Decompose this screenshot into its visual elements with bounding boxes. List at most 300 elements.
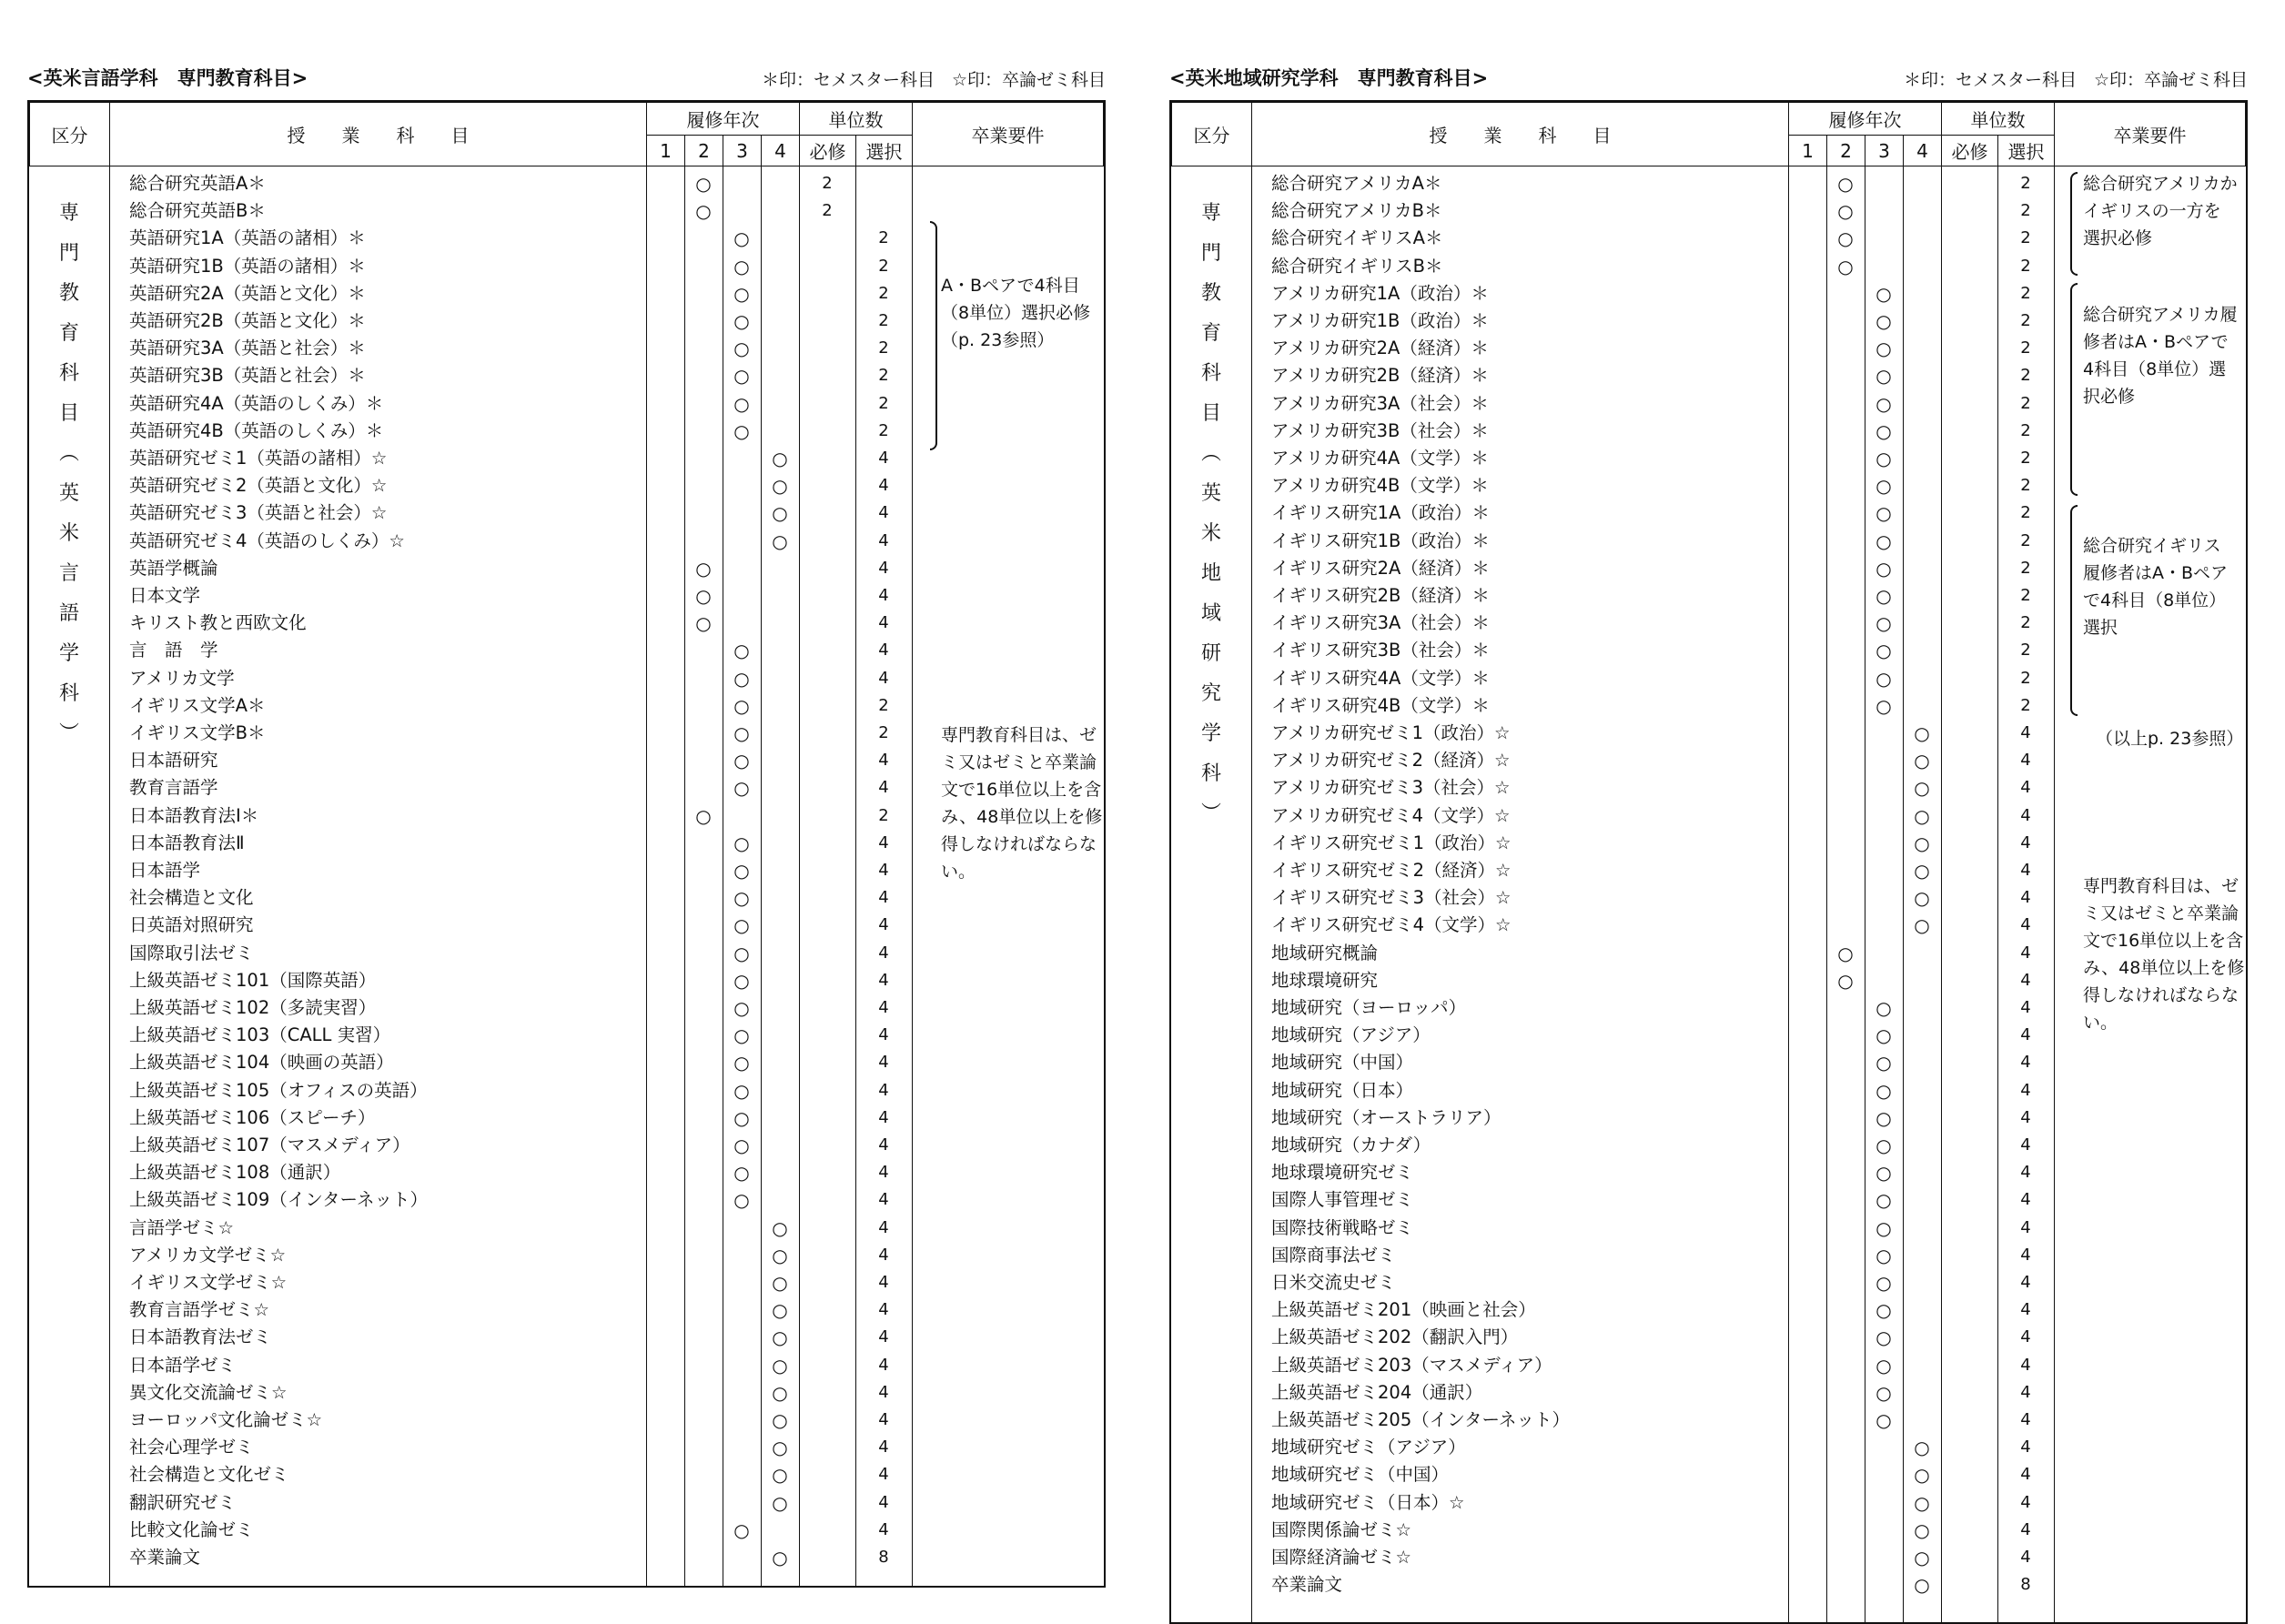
course-name: 教育言語学 bbox=[129, 777, 218, 799]
year-mark: ○ bbox=[733, 1052, 750, 1074]
elective-credit: 2 bbox=[2020, 393, 2031, 413]
course-name: アメリカ研究3B（社会）＊ bbox=[1271, 419, 1489, 441]
year-mark: ○ bbox=[733, 942, 750, 964]
kubun-char: 学 bbox=[58, 642, 79, 665]
course-name: 日本語学 bbox=[129, 860, 201, 881]
table-row bbox=[1171, 1489, 2246, 1517]
year-mark: ○ bbox=[695, 557, 712, 580]
course-name: 国際商事法ゼミ bbox=[1271, 1244, 1396, 1266]
course-name: 社会構造と文化 bbox=[129, 887, 254, 909]
elective-credit: 2 bbox=[878, 393, 889, 413]
course-name: 卒業論文 bbox=[1271, 1574, 1343, 1596]
year-mark: ○ bbox=[733, 282, 750, 305]
course-name: 国際経済論ゼミ☆ bbox=[1271, 1547, 1411, 1568]
course-name: 総合研究アメリカB＊ bbox=[1271, 200, 1442, 222]
course-name: 総合研究イギリスB＊ bbox=[1271, 255, 1443, 277]
table-row bbox=[29, 253, 1104, 280]
course-name: 総合研究英語A＊ bbox=[129, 173, 266, 194]
year-2-header: 2 bbox=[685, 136, 723, 166]
course-name: アメリカ研究4A（文学）＊ bbox=[1271, 448, 1489, 469]
year-mark: ○ bbox=[1876, 1272, 1892, 1294]
kubun-char: 専 bbox=[1200, 202, 1221, 225]
course-name: 上級英語ゼミ203（マスメディア） bbox=[1271, 1354, 1552, 1376]
year-mark: ○ bbox=[733, 640, 750, 662]
table-row bbox=[1171, 994, 2246, 1022]
year-mark: ○ bbox=[1876, 1354, 1892, 1377]
elective-credit: 4 bbox=[878, 476, 889, 496]
course-name: 言 語 学 bbox=[129, 640, 218, 661]
right-note-ref: （以上p. 23参照） bbox=[2096, 729, 2244, 749]
course-name: 上級英語ゼミ107（マスメディア） bbox=[129, 1135, 410, 1155]
elective-credit: 2 bbox=[878, 311, 889, 330]
right-department-panel bbox=[1169, 64, 2248, 1624]
elective-credit: 4 bbox=[2020, 1025, 2031, 1045]
year-3-header: 3 bbox=[1865, 136, 1904, 166]
year-3-header: 3 bbox=[723, 136, 762, 166]
right-note-sogo: 総合研究アメリカかイギリスの一方を選択必修 bbox=[2083, 174, 2238, 248]
year-mark: ○ bbox=[1876, 1189, 1892, 1212]
course-name: 日米交流史ゼミ bbox=[1271, 1272, 1396, 1293]
kubun-char: 言 bbox=[58, 562, 79, 585]
year-mark: ○ bbox=[695, 585, 712, 607]
year-mark: ○ bbox=[1876, 694, 1892, 717]
elective-credit: 2 bbox=[2020, 283, 2031, 303]
course-name: イギリス研究2A（経済）＊ bbox=[1271, 557, 1490, 579]
year-mark: ○ bbox=[1876, 585, 1892, 607]
table-row bbox=[1171, 1186, 2246, 1214]
course-name: アメリカ研究1B（政治）＊ bbox=[1271, 310, 1489, 331]
table-row bbox=[1171, 637, 2246, 664]
kubun-char: 英 bbox=[58, 482, 79, 505]
elective-credit: 4 bbox=[878, 1327, 889, 1347]
elective-credit: 4 bbox=[878, 1355, 889, 1375]
table-row bbox=[1171, 280, 2246, 308]
kubun-char: 科 bbox=[58, 362, 79, 385]
year-mark: ○ bbox=[1876, 1162, 1892, 1185]
table-row bbox=[1171, 747, 2246, 774]
course-name: アメリカ研究ゼミ2（経済）☆ bbox=[1271, 750, 1511, 772]
year-mark: ○ bbox=[695, 804, 712, 827]
year-mark: ○ bbox=[1914, 914, 1930, 937]
year-mark: ○ bbox=[733, 338, 750, 360]
table-row bbox=[1171, 774, 2246, 802]
course-name: 地域研究ゼミ（中国） bbox=[1271, 1464, 1450, 1486]
course-name: 日本語教育法Ⅰ＊ bbox=[129, 804, 259, 826]
year-mark: ○ bbox=[733, 722, 750, 744]
table-row bbox=[29, 1489, 1104, 1517]
year-mark: ○ bbox=[1837, 255, 1854, 277]
elective-credit: 4 bbox=[878, 888, 889, 908]
elective-credit: 4 bbox=[878, 1053, 889, 1073]
course-name: 日本語研究 bbox=[129, 750, 218, 772]
course-name: イギリス研究4B（文学）＊ bbox=[1271, 694, 1490, 716]
year-mark: ○ bbox=[1876, 419, 1892, 442]
year-mark: ○ bbox=[733, 255, 750, 277]
table-row bbox=[1171, 390, 2246, 418]
kubun-char: 学 bbox=[1200, 722, 1221, 745]
course-name: 地域研究（アジア） bbox=[1271, 1024, 1431, 1046]
year-mark: ○ bbox=[1876, 1135, 1892, 1156]
table-row bbox=[29, 1077, 1104, 1105]
table-row bbox=[1171, 528, 2246, 555]
year-mark: ○ bbox=[733, 694, 750, 717]
table-row bbox=[29, 1269, 1104, 1296]
elective-credit: 4 bbox=[2020, 1410, 2031, 1429]
kubun-char: 育 bbox=[1200, 322, 1221, 345]
elective-credit: 4 bbox=[878, 641, 889, 661]
year-mark: ○ bbox=[1876, 282, 1892, 305]
course-name: アメリカ研究ゼミ3（社会）☆ bbox=[1271, 777, 1511, 799]
table-row bbox=[29, 225, 1104, 252]
year-mark: ○ bbox=[772, 1299, 788, 1322]
year-mark: ○ bbox=[1876, 1052, 1892, 1074]
kubun-char: 門 bbox=[58, 242, 79, 265]
table-row bbox=[29, 747, 1104, 774]
year-mark: ○ bbox=[1876, 1381, 1892, 1404]
table-row bbox=[29, 555, 1104, 582]
elective-credit: 4 bbox=[2020, 1217, 2031, 1237]
year-mark: ○ bbox=[1876, 612, 1892, 635]
course-name: 地域研究（日本） bbox=[1271, 1079, 1414, 1101]
elective-credit: 4 bbox=[878, 998, 889, 1017]
elective-credit: 4 bbox=[878, 778, 889, 798]
elective-credit: 4 bbox=[878, 1080, 889, 1100]
elective-credit: 4 bbox=[2020, 998, 2031, 1017]
elective-credit: 2 bbox=[2020, 558, 2031, 578]
elective-credit: 4 bbox=[2020, 1492, 2031, 1512]
elective-credit: 2 bbox=[2020, 476, 2031, 496]
year-mark: ○ bbox=[733, 392, 750, 415]
course-name: 総合研究イギリスA＊ bbox=[1271, 227, 1443, 249]
elective-credit: 2 bbox=[2020, 201, 2031, 221]
year-mark: ○ bbox=[1914, 777, 1930, 800]
table-row bbox=[1171, 1461, 2246, 1488]
kubun-char: 研 bbox=[1200, 642, 1221, 665]
year-mark: ○ bbox=[1837, 942, 1854, 964]
left-panel-title: <英米言語学科 専門教育科目> bbox=[27, 67, 308, 89]
elective-credit: 2 bbox=[2020, 311, 2031, 330]
elective-credit: 4 bbox=[2020, 1190, 2031, 1210]
table-row bbox=[29, 720, 1104, 747]
elective-credit: 4 bbox=[878, 668, 889, 688]
course-name: 英語研究1B（英語の諸相）＊ bbox=[129, 255, 366, 277]
table-row bbox=[29, 1352, 1104, 1379]
year-mark: ○ bbox=[772, 1491, 788, 1514]
table-row bbox=[29, 1049, 1104, 1076]
course-name: 上級英語ゼミ109（インターネット） bbox=[129, 1189, 428, 1211]
elective-credit: 2 bbox=[878, 805, 889, 825]
year-mark: ○ bbox=[733, 750, 750, 772]
elective-credit: 2 bbox=[2020, 586, 2031, 605]
table-row bbox=[29, 582, 1104, 610]
elective-credit: 4 bbox=[2020, 832, 2031, 852]
table-row bbox=[29, 912, 1104, 939]
course-name: 異文化交流論ゼミ☆ bbox=[129, 1381, 288, 1403]
year-mark: ○ bbox=[1837, 200, 1854, 223]
year-header: 履修年次 bbox=[647, 103, 800, 136]
table-row bbox=[1171, 582, 2246, 610]
elective-credit: 8 bbox=[2020, 1575, 2031, 1595]
table-row bbox=[1171, 1296, 2246, 1324]
year-mark: ○ bbox=[733, 969, 750, 992]
table-row bbox=[1171, 1544, 2246, 1571]
course-name: 地域研究（中国） bbox=[1271, 1052, 1414, 1074]
year-mark: ○ bbox=[733, 1162, 750, 1185]
table-row bbox=[29, 857, 1104, 884]
table-row bbox=[1171, 253, 2246, 280]
course-name: 英語学概論 bbox=[129, 557, 218, 579]
left-panel-header bbox=[27, 64, 1106, 100]
table-row bbox=[1171, 1077, 2246, 1105]
credits-header: 単位数 bbox=[1942, 103, 2055, 136]
table-row bbox=[1171, 857, 2246, 884]
course-name: 上級英語ゼミ205（インターネット） bbox=[1271, 1409, 1570, 1430]
elective-credit: 4 bbox=[878, 1025, 889, 1045]
course-name: ヨーロッパ文化論ゼミ☆ bbox=[129, 1409, 323, 1430]
kubun-char: 語 bbox=[58, 602, 79, 625]
table-row bbox=[29, 1159, 1104, 1186]
elective-credit: 4 bbox=[878, 915, 889, 935]
year-mark: ○ bbox=[1876, 475, 1892, 498]
table-row bbox=[1171, 1517, 2246, 1544]
year-mark: ○ bbox=[1914, 832, 1930, 854]
table-row bbox=[29, 499, 1104, 527]
course-name: 上級英語ゼミ104（映画の英語） bbox=[129, 1052, 394, 1074]
year-mark: ○ bbox=[733, 227, 750, 250]
credits-header: 単位数 bbox=[800, 103, 913, 136]
elective-credit: 4 bbox=[2020, 915, 2031, 935]
table-row bbox=[29, 335, 1104, 362]
year-mark: ○ bbox=[772, 502, 788, 525]
course-name: 地域研究（ヨーロッパ） bbox=[1271, 997, 1467, 1018]
year-mark: ○ bbox=[733, 1518, 750, 1541]
year-mark: ○ bbox=[772, 1437, 788, 1459]
year-mark: ○ bbox=[772, 530, 788, 552]
table-row bbox=[29, 802, 1104, 830]
table-row bbox=[1171, 610, 2246, 637]
kubun-char: 究 bbox=[1200, 682, 1221, 705]
right-panel-title: <英米地域研究学科 専門教育科目> bbox=[1169, 67, 1489, 89]
kubun-char: 教 bbox=[58, 282, 79, 305]
right-note-america: 総合研究アメリカ履修者はA・Bペアで4科目（8単位）選択必修 bbox=[2083, 305, 2238, 407]
elective-credit: 4 bbox=[2020, 1382, 2031, 1402]
elective-credit: 4 bbox=[2020, 1053, 2031, 1073]
year-mark: ○ bbox=[695, 173, 712, 195]
kubun-char: 専 bbox=[58, 202, 79, 225]
kubun-char: 科 bbox=[58, 682, 79, 705]
year-mark: ○ bbox=[695, 200, 712, 223]
elective-credit: 2 bbox=[2020, 420, 2031, 440]
course-name: 日本語教育法Ⅱ bbox=[129, 832, 245, 853]
elective-credit: 8 bbox=[878, 1548, 889, 1567]
table-row bbox=[1171, 1105, 2246, 1132]
year-mark: ○ bbox=[772, 1216, 788, 1239]
course-name: アメリカ研究1A（政治）＊ bbox=[1271, 282, 1489, 304]
course-name: 地球環境研究 bbox=[1271, 969, 1379, 991]
elective-credit: 4 bbox=[878, 1300, 889, 1320]
kubun-char: 域 bbox=[1200, 602, 1221, 625]
year-mark: ○ bbox=[1876, 667, 1892, 690]
elective-credit: 2 bbox=[878, 256, 889, 276]
year-mark: ○ bbox=[772, 1464, 788, 1487]
left-note-total: 専門教育科目は、ゼミ又はゼミと卒業論文で16単位以上を含み、48単位以上を修得しなければならない。 bbox=[941, 725, 1103, 882]
elective-credit: 4 bbox=[2020, 1080, 2031, 1100]
elective-credit: 4 bbox=[878, 751, 889, 771]
course-name: 総合研究英語B＊ bbox=[129, 200, 266, 222]
elective-credit: 4 bbox=[2020, 1355, 2031, 1375]
elective-credit: 4 bbox=[2020, 1107, 2031, 1127]
elective-credit: 4 bbox=[878, 1135, 889, 1155]
year-mark: ○ bbox=[1914, 1491, 1930, 1514]
course-name: イギリス研究1A（政治）＊ bbox=[1271, 502, 1490, 524]
year-mark: ○ bbox=[733, 1135, 750, 1156]
year-mark: ○ bbox=[733, 667, 750, 690]
year-mark: ○ bbox=[1876, 448, 1892, 469]
elective-credit: 4 bbox=[878, 1410, 889, 1429]
elective-credit: 4 bbox=[2020, 723, 2031, 742]
table-row bbox=[29, 1407, 1104, 1434]
year-mark: ○ bbox=[1914, 887, 1930, 910]
year-mark: ○ bbox=[733, 1106, 750, 1129]
elective-credit: 4 bbox=[878, 970, 889, 990]
required-credit-header: 必修 bbox=[800, 136, 856, 166]
elective-credit: 4 bbox=[2020, 970, 2031, 990]
course-name: 地域研究ゼミ（日本）☆ bbox=[1271, 1491, 1465, 1513]
table-row bbox=[1171, 335, 2246, 362]
elective-credit: 2 bbox=[2020, 256, 2031, 276]
table-row bbox=[29, 1461, 1104, 1488]
elective-credit: 4 bbox=[2020, 1245, 2031, 1265]
elective-credit: 4 bbox=[878, 832, 889, 852]
table-row bbox=[1171, 1434, 2246, 1461]
left-table-body bbox=[29, 166, 1104, 1586]
course-name: 上級英語ゼミ202（翻訳入門） bbox=[1271, 1326, 1519, 1348]
course-name: 英語研究2A（英語と文化）＊ bbox=[129, 282, 366, 304]
course-name: 英語研究ゼミ1（英語の諸相）☆ bbox=[129, 448, 388, 469]
right-note-britain: 総合研究イギリス履修者はA・Bペアで4科目（8単位）選択 bbox=[2083, 536, 2229, 638]
table-row bbox=[1171, 418, 2246, 445]
year-mark: ○ bbox=[733, 1189, 750, 1212]
year-mark: ○ bbox=[733, 310, 750, 332]
course-name: イギリス文学ゼミ☆ bbox=[129, 1272, 288, 1293]
year-mark: ○ bbox=[733, 1024, 750, 1047]
table-row bbox=[1171, 225, 2246, 252]
elective-credit: 2 bbox=[878, 723, 889, 742]
right-curriculum-table bbox=[1169, 100, 2248, 1624]
table-row bbox=[29, 692, 1104, 720]
kubun-char: ︶ bbox=[1200, 802, 1221, 825]
right-note-total: 専門教育科目は、ゼミ又はゼミと卒業論文で16単位以上を含み、48単位以上を修得しなければならない。 bbox=[2083, 876, 2245, 1033]
course-name: 国際関係論ゼミ☆ bbox=[1271, 1518, 1411, 1540]
table-row bbox=[1171, 802, 2246, 830]
course-name: 卒業論文 bbox=[129, 1547, 201, 1568]
table-row bbox=[29, 774, 1104, 802]
course-name: 英語研究2B（英語と文化）＊ bbox=[129, 310, 366, 331]
table-row bbox=[29, 1186, 1104, 1214]
kubun-char: 科 bbox=[1200, 762, 1221, 785]
table-row bbox=[29, 1022, 1104, 1049]
elective-credit: 4 bbox=[878, 1465, 889, 1485]
required-credit: 2 bbox=[822, 201, 833, 221]
kubun-char: 地 bbox=[1200, 562, 1221, 585]
elective-credit: 2 bbox=[2020, 366, 2031, 386]
course-name: 総合研究アメリカA＊ bbox=[1271, 173, 1442, 194]
year-mark: ○ bbox=[772, 1354, 788, 1377]
table-row bbox=[29, 1132, 1104, 1159]
table-row bbox=[29, 418, 1104, 445]
year-mark: ○ bbox=[1837, 969, 1854, 992]
year-mark: ○ bbox=[695, 612, 712, 635]
elective-credit: 4 bbox=[2020, 1163, 2031, 1183]
requirements-header: 卒業要件 bbox=[913, 103, 1104, 166]
table-row bbox=[1171, 665, 2246, 692]
course-name: アメリカ研究3A（社会）＊ bbox=[1271, 392, 1489, 414]
table-row bbox=[29, 280, 1104, 308]
elective-credit: 4 bbox=[878, 1492, 889, 1512]
year-mark: ○ bbox=[772, 1244, 788, 1266]
table-row bbox=[29, 197, 1104, 225]
year-mark: ○ bbox=[1876, 1299, 1892, 1322]
kubun-header: 区分 bbox=[30, 103, 110, 166]
year-mark: ○ bbox=[1914, 1464, 1930, 1487]
course-name: イギリス研究ゼミ2（経済）☆ bbox=[1271, 860, 1512, 881]
elective-credit: 4 bbox=[2020, 1437, 2031, 1458]
elective-credit: 4 bbox=[2020, 888, 2031, 908]
elective-credit: 2 bbox=[2020, 174, 2031, 193]
table-row bbox=[1171, 1407, 2246, 1434]
table-row bbox=[29, 528, 1104, 555]
elective-credit: 4 bbox=[2020, 805, 2031, 825]
elective-credit: 4 bbox=[878, 1437, 889, 1458]
kubun-char: 目 bbox=[58, 402, 79, 425]
elective-credit: 4 bbox=[2020, 1135, 2031, 1155]
kubun-header: 区分 bbox=[1172, 103, 1252, 166]
course-name: アメリカ研究2A（経済）＊ bbox=[1271, 338, 1489, 359]
year-4-header: 4 bbox=[1904, 136, 1942, 166]
course-name: 英語研究3B（英語と社会）＊ bbox=[129, 365, 366, 387]
course-name: 言語学ゼミ☆ bbox=[129, 1216, 234, 1238]
kubun-char: 目 bbox=[1200, 402, 1221, 425]
year-mark: ○ bbox=[1876, 1024, 1892, 1047]
table-row bbox=[1171, 692, 2246, 720]
elective-credit: 2 bbox=[2020, 641, 2031, 661]
elective-credit: 2 bbox=[878, 420, 889, 440]
subject-header: 授 業 科 目 bbox=[110, 103, 647, 166]
course-name: アメリカ文学 bbox=[129, 667, 235, 689]
year-mark: ○ bbox=[1876, 530, 1892, 552]
elective-credit-header: 選択 bbox=[856, 136, 913, 166]
course-name: キリスト教と西欧文化 bbox=[129, 612, 307, 634]
year-mark: ○ bbox=[1914, 804, 1930, 827]
table-row bbox=[29, 445, 1104, 472]
table-row bbox=[29, 665, 1104, 692]
course-name: 上級英語ゼミ204（通訳） bbox=[1271, 1381, 1483, 1403]
year-mark: ○ bbox=[1914, 1574, 1930, 1597]
year-mark: ○ bbox=[733, 832, 750, 854]
table-row bbox=[1171, 1159, 2246, 1186]
course-name: 地域研究ゼミ（アジア） bbox=[1271, 1437, 1466, 1458]
year-mark: ○ bbox=[733, 860, 750, 882]
course-name: 国際取引法ゼミ bbox=[129, 942, 254, 963]
table-row bbox=[1171, 445, 2246, 472]
elective-credit: 2 bbox=[2020, 503, 2031, 523]
year-mark: ○ bbox=[1876, 338, 1892, 360]
elective-credit: 4 bbox=[878, 1217, 889, 1237]
right-table-header bbox=[1171, 102, 2246, 166]
elective-credit: 4 bbox=[878, 1382, 889, 1402]
elective-credit: 4 bbox=[2020, 1300, 2031, 1320]
table-row bbox=[29, 1434, 1104, 1461]
